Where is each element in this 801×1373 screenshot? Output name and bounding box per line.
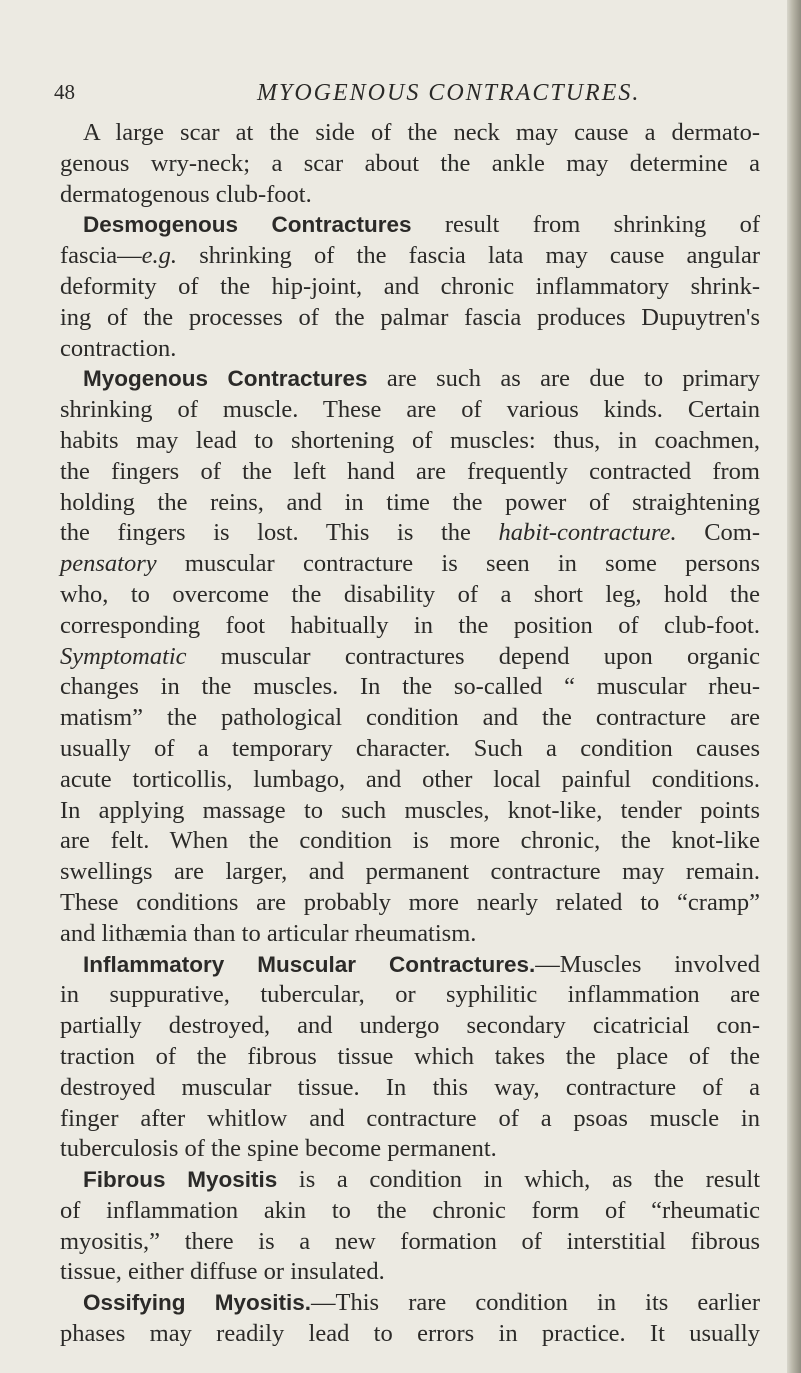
heading-desmogenous: Desmogenous Contractures (83, 212, 412, 238)
text-line: the fingers of the left hand are frequently contracted from (60, 457, 760, 485)
text-line: corresponding foot habitually in the position of club-foot. (60, 611, 760, 639)
text-line: changes in the muscles. In the so-called “ muscular rheu- (60, 673, 760, 701)
text-line: swellings are larger, and permanent contracture may remain. (60, 858, 760, 886)
text-line: In applying massage to such muscles, knot-like, tender points (60, 796, 760, 824)
page-number: 48 (54, 80, 75, 104)
text-line: acute torticollis, lumbago, and other local painful conditions. (60, 765, 760, 793)
text-run: fascia— (60, 242, 142, 270)
text-line: destroyed muscular tissue. In this way, contracture of a (60, 1073, 760, 1101)
text-run: are such as are due to primary (367, 365, 760, 393)
paragraph-inflammatory (60, 950, 760, 1166)
text-line: usually of a temporary character. Such a condition causes (60, 734, 760, 762)
text-line: habits may lead to shortening of muscles: thus, in coachmen, (60, 426, 760, 454)
text-run: shrinking of the fascia lata may cause angular (177, 242, 760, 270)
text-line: traction of the fibrous tissue which takes the place of the (60, 1042, 760, 1070)
text-line: and lithæmia than to articular rheumatism. (60, 919, 477, 947)
text-line: A large scar at the side of the neck may cause a dermato- (83, 119, 760, 146)
text-line: dermatogenous club-foot. (60, 180, 312, 208)
text-line: matism” the pathological condition and the contracture are (60, 704, 760, 732)
text-line: genous wry-neck; a scar about the ankle may determine a (60, 149, 760, 177)
text-line: contraction. (60, 334, 177, 362)
running-head: MYOGENOUS CONTRACTURES. (257, 80, 641, 106)
text-line: in suppurative, tubercular, or syphilitic inflammation are (60, 981, 760, 1009)
paragraph-myogenous (60, 364, 760, 949)
body-text (60, 118, 760, 1350)
text-run: —This rare condition in its earlier (311, 1289, 760, 1317)
paragraph-scar (60, 118, 760, 210)
text-line (60, 1165, 760, 1196)
text-run-italic: e.g. (141, 242, 177, 270)
heading-inflammatory: Inflammatory Muscular Contractures. (83, 951, 536, 977)
text-line: tissue, either diffuse or insulated. (60, 1258, 385, 1286)
text-line (60, 518, 760, 549)
paragraph-desmogenous (60, 210, 760, 364)
text-run: result from shrinking of (411, 211, 760, 239)
text-run: muscular contractures depend upon organic (186, 642, 760, 670)
text-line: who, to overcome the disability of a short leg, hold the (60, 580, 760, 608)
text-line: phases may readily lead to errors in practice. It usually (60, 1320, 760, 1348)
heading-ossifying: Ossifying Myositis. (83, 1290, 312, 1316)
text-line (60, 364, 760, 395)
text-line (60, 1288, 760, 1319)
paragraph-fibrous (60, 1165, 760, 1288)
heading-myogenous: Myogenous Contractures (83, 366, 368, 392)
text-line: holding the reins, and in time the power of straightening (60, 488, 760, 516)
text-line (60, 549, 760, 580)
page-header (52, 80, 752, 114)
text-line: tuberculosis of the spine become permanent. (60, 1135, 497, 1163)
text-line: myositis,” there is a new formation of interstitial fibrous (60, 1227, 760, 1255)
text-line: partially destroyed, and undergo secondary cicatricial con- (60, 1012, 760, 1040)
text-line: finger after whitlow and contracture of a psoas muscle in (60, 1104, 760, 1132)
page-edge-shadow (787, 0, 801, 1373)
text-run: is a condition in which, as the result (277, 1166, 760, 1194)
heading-fibrous: Fibrous Myositis (83, 1167, 278, 1193)
text-line (60, 241, 760, 272)
text-line: of inflammation akin to the chronic form of “rheumatic (60, 1196, 760, 1224)
text-line (60, 950, 760, 981)
text-run: Com- (676, 519, 761, 547)
text-line: ing of the processes of the palmar fascia produces Dupuytren's (60, 303, 760, 331)
text-line: These conditions are probably more nearly related to “cramp” (60, 888, 760, 916)
text-run: —Muscles involved (535, 950, 760, 978)
text-run: the fingers is lost. This is the (60, 519, 499, 547)
text-line (60, 210, 760, 241)
paragraph-ossifying (60, 1288, 760, 1350)
text-line (60, 642, 760, 673)
text-run: muscular contracture is seen in some persons (156, 550, 760, 578)
text-run-italic: pensatory (60, 550, 157, 578)
text-line: are felt. When the condition is more chronic, the knot-like (60, 827, 760, 855)
text-line: deformity of the hip-joint, and chronic inflammatory shrink- (60, 272, 760, 300)
text-run-italic: Symptomatic (60, 642, 187, 670)
text-run-italic: habit-contracture. (498, 519, 677, 547)
text-line: shrinking of muscle. These are of various kinds. Certain (60, 396, 760, 424)
